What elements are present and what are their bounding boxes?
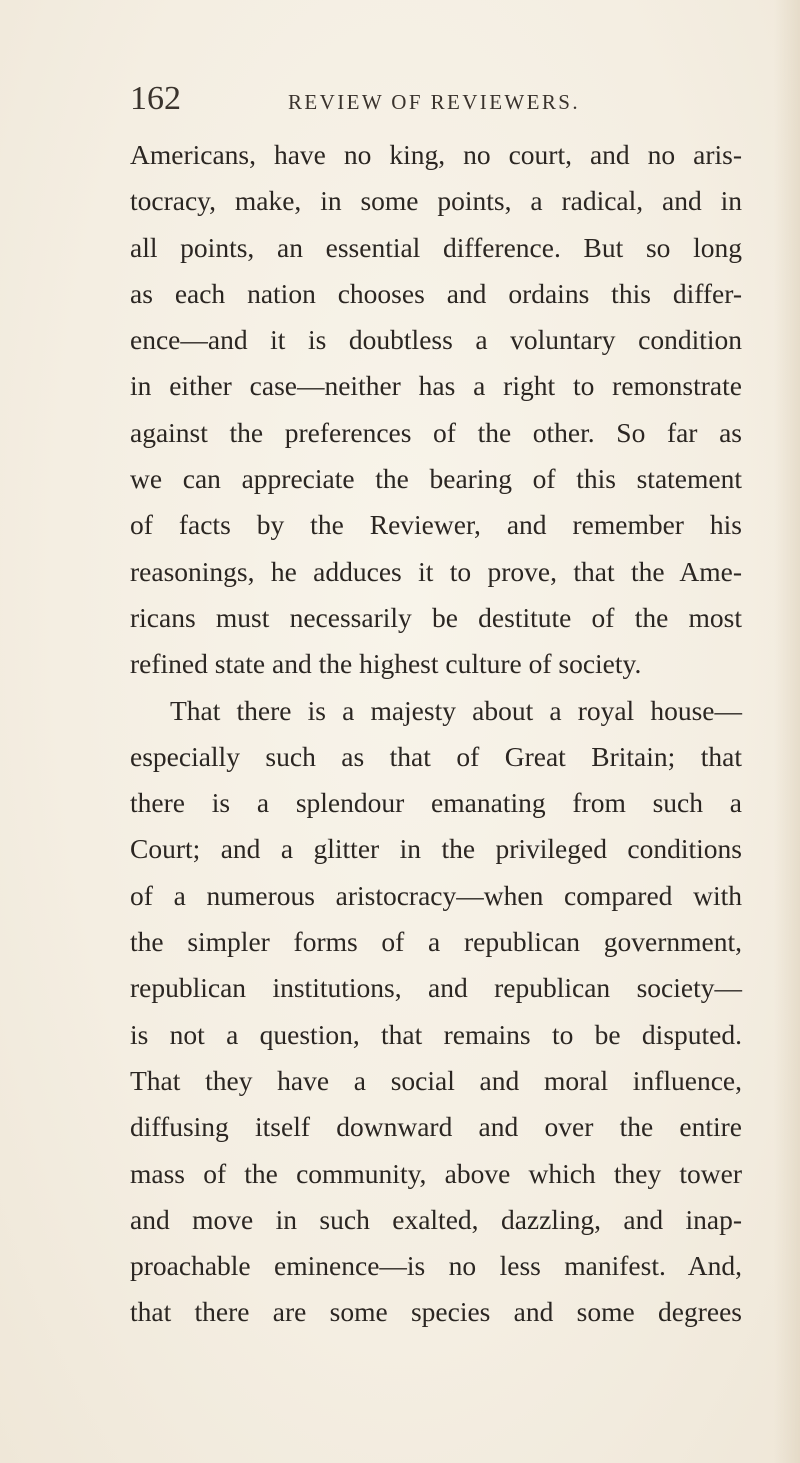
text-line: That there is a majesty about a royal house—: [170, 694, 742, 726]
text-line: especially such as that of Great Britain; that: [130, 740, 742, 772]
text-line: is not a question, that remains to be disputed.: [130, 1018, 742, 1050]
text-line: ricans must necessarily be destitute of the most: [130, 601, 742, 633]
text-line: proachable eminence—is no less manifest. And,: [130, 1250, 742, 1282]
text-line: tocracy, make, in some points, a radical, and in: [130, 185, 742, 217]
text-line: the simpler forms of a republican government,: [130, 926, 742, 958]
text-line: republican institutions, and republican society—: [130, 972, 742, 1004]
text-line: and move in such exalted, dazzling, and inap-: [130, 1203, 742, 1235]
text-line: against the preferences of the other. So far as: [130, 416, 742, 448]
text-line: reasonings, he adduces it to prove, that the Ame-: [130, 555, 742, 587]
running-head: REVIEW OF REVIEWERS.: [288, 90, 581, 114]
text-line: there is a splendour emanating from such a: [130, 787, 742, 819]
text-line: as each nation chooses and ordains this differ-: [130, 277, 742, 309]
text-line: Americans, have no king, no court, and no aris-: [130, 139, 742, 170]
text-line: ence—and it is doubtless a voluntary condition: [130, 324, 742, 356]
body-text: [130, 132, 742, 1336]
text-line: that there are some species and some degrees: [130, 1296, 742, 1328]
page-number: 162: [130, 80, 181, 117]
text-line: of a numerous aristocracy—when compared with: [130, 879, 742, 911]
text-line: mass of the community, above which they tower: [130, 1157, 742, 1189]
page-edge-shadow: [774, 0, 800, 1463]
text-line: diffusing itself downward and over the entire: [130, 1111, 742, 1143]
text-line: That they have a social and moral influence,: [130, 1064, 742, 1096]
text-line: all points, an essential difference. But so long: [130, 231, 742, 263]
text-line: in either case—neither has a right to remonstrate: [130, 370, 742, 402]
text-line: of facts by the Reviewer, and remember his: [130, 509, 742, 541]
text-line: Court; and a glitter in the privileged conditions: [130, 833, 742, 865]
text-line: we can appreciate the bearing of this statement: [130, 463, 742, 495]
text-line: refined state and the highest culture of society.: [130, 648, 642, 680]
